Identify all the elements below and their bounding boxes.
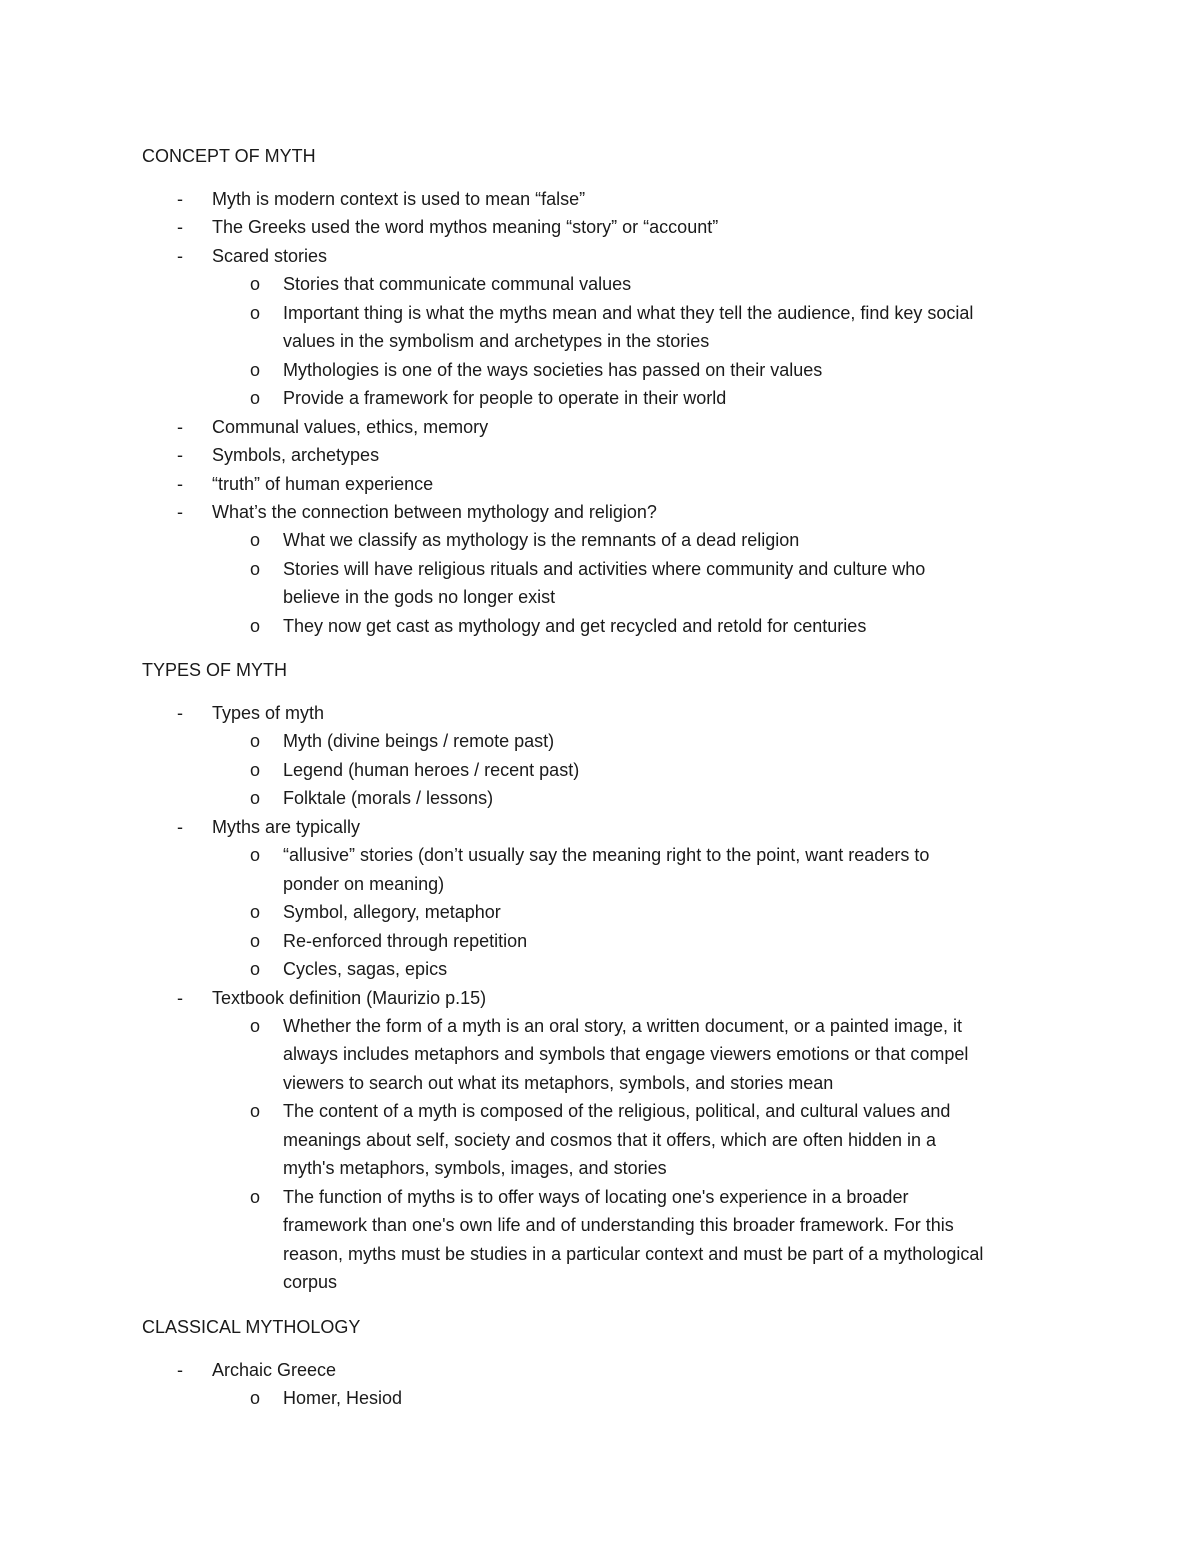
bullet-dash: - [177,703,183,723]
bullet-dash: - [177,416,183,437]
bullet-dash: - [177,987,183,1008]
bullet-dash: - [177,501,183,522]
sub-list-item-continuation: corpus [283,1272,338,1292]
bullet-circle: o [249,359,260,380]
bullet-circle: o [249,1101,260,1122]
section-heading: TYPES OF MYTH [142,660,288,680]
list-item: Symbols, archetypes [212,445,380,466]
sub-list-item-continuation: values in the symbolism and archetypes in the stories [283,331,710,352]
list-item: The Greeks used the word mythos meaning “story” or “account” [212,217,719,238]
sub-list-item: Cycles, sagas, epics [283,959,448,980]
bullet-circle: o [249,388,260,409]
sub-list-item: Legend (human heroes / recent past) [283,759,580,780]
bullet-dash: - [177,217,183,238]
sub-list-item-continuation: ponder on meaning) [283,873,445,894]
bullet-circle: o [249,788,260,809]
bullet-circle: o [249,1388,260,1409]
bullet-circle: o [249,959,260,980]
list-item: Myths are typically [212,816,361,837]
bullet-dash: - [177,445,183,466]
sub-list-item-continuation: viewers to search out what its metaphors, symbols, and stories mean [283,1072,834,1093]
sub-list-item-continuation: framework than one's own life and of understanding this broader framework. For this [283,1215,954,1236]
sub-list-item-continuation: myth's metaphors, symbols, images, and stories [283,1158,667,1179]
sub-list-item: Folktale (morals / lessons) [283,788,494,809]
bullet-circle: o [249,1186,260,1207]
sub-list-item-continuation: always includes metaphors and symbols that engage viewers emotions or that compel [283,1044,969,1065]
sub-list-item: Re-enforced through repetition [283,930,528,951]
sub-list-item: Important thing is what the myths mean and what they tell the audience, find key social [283,302,974,323]
list-item: Types of myth [212,703,325,723]
bullet-circle: o [249,274,260,295]
bullet-circle: o [249,558,260,579]
bullet-circle: o [249,530,260,551]
bullet-dash: - [177,245,183,266]
list-item: Communal values, ethics, memory [212,416,489,437]
section-heading: CONCEPT OF MYTH [142,146,316,166]
sub-list-item: “allusive” stories (don’t usually say the meaning right to the point, want readers to [283,845,930,866]
sub-list-item: Stories will have religious rituals and activities where community and culture who [283,558,926,579]
sub-list-item: Homer, Hesiod [283,1388,403,1409]
sub-list-item: What we classify as mythology is the remnants of a dead religion [283,530,800,551]
bullet-dash: - [177,816,183,837]
sub-list-item: The function of myths is to offer ways of locating one's experience in a broader [283,1186,909,1207]
list-item: What’s the connection between mythology and religion? [212,501,657,522]
list-item: “truth” of human experience [212,473,434,494]
bullet-circle: o [249,845,260,866]
sub-list-item-continuation: believe in the gods no longer exist [283,587,556,608]
sub-list-item: They now get cast as mythology and get recycled and retold for centuries [283,615,867,636]
bullet-circle: o [249,1015,260,1036]
bullet-circle: o [249,615,260,636]
bullet-circle: o [249,731,260,752]
sub-list-item: Symbol, allegory, metaphor [283,902,501,923]
bullet-dash: - [177,1360,183,1380]
sub-list-item: Whether the form of a myth is an oral story, a written document, or a painted image, it [283,1015,962,1036]
bullet-dash: - [177,473,183,494]
list-item: Myth is modern context is used to mean “false” [212,189,586,209]
list-item: Textbook definition (Maurizio p.15) [212,987,487,1008]
bullet-circle: o [249,759,260,780]
sub-list-item: Provide a framework for people to operate in their world [283,388,727,409]
sub-list-item: Myth (divine beings / remote past) [283,731,555,752]
bullet-circle: o [249,302,260,323]
sub-list-item: Stories that communicate communal values [283,274,632,295]
sub-list-item: The content of a myth is composed of the religious, political, and cultural values and [283,1101,951,1122]
list-item: Archaic Greece [212,1360,337,1380]
sub-list-item: Mythologies is one of the ways societies has passed on their values [283,359,823,380]
bullet-dash: - [177,189,183,209]
section-heading: CLASSICAL MYTHOLOGY [142,1317,361,1337]
list-item: Scared stories [212,245,328,266]
sub-list-item-continuation: reason, myths must be studies in a particular context and must be part of a mythological [283,1243,984,1264]
bullet-circle: o [249,902,260,923]
bullet-circle: o [249,930,260,951]
sub-list-item-continuation: meanings about self, society and cosmos that it offers, which are often hidden in a [283,1129,937,1150]
